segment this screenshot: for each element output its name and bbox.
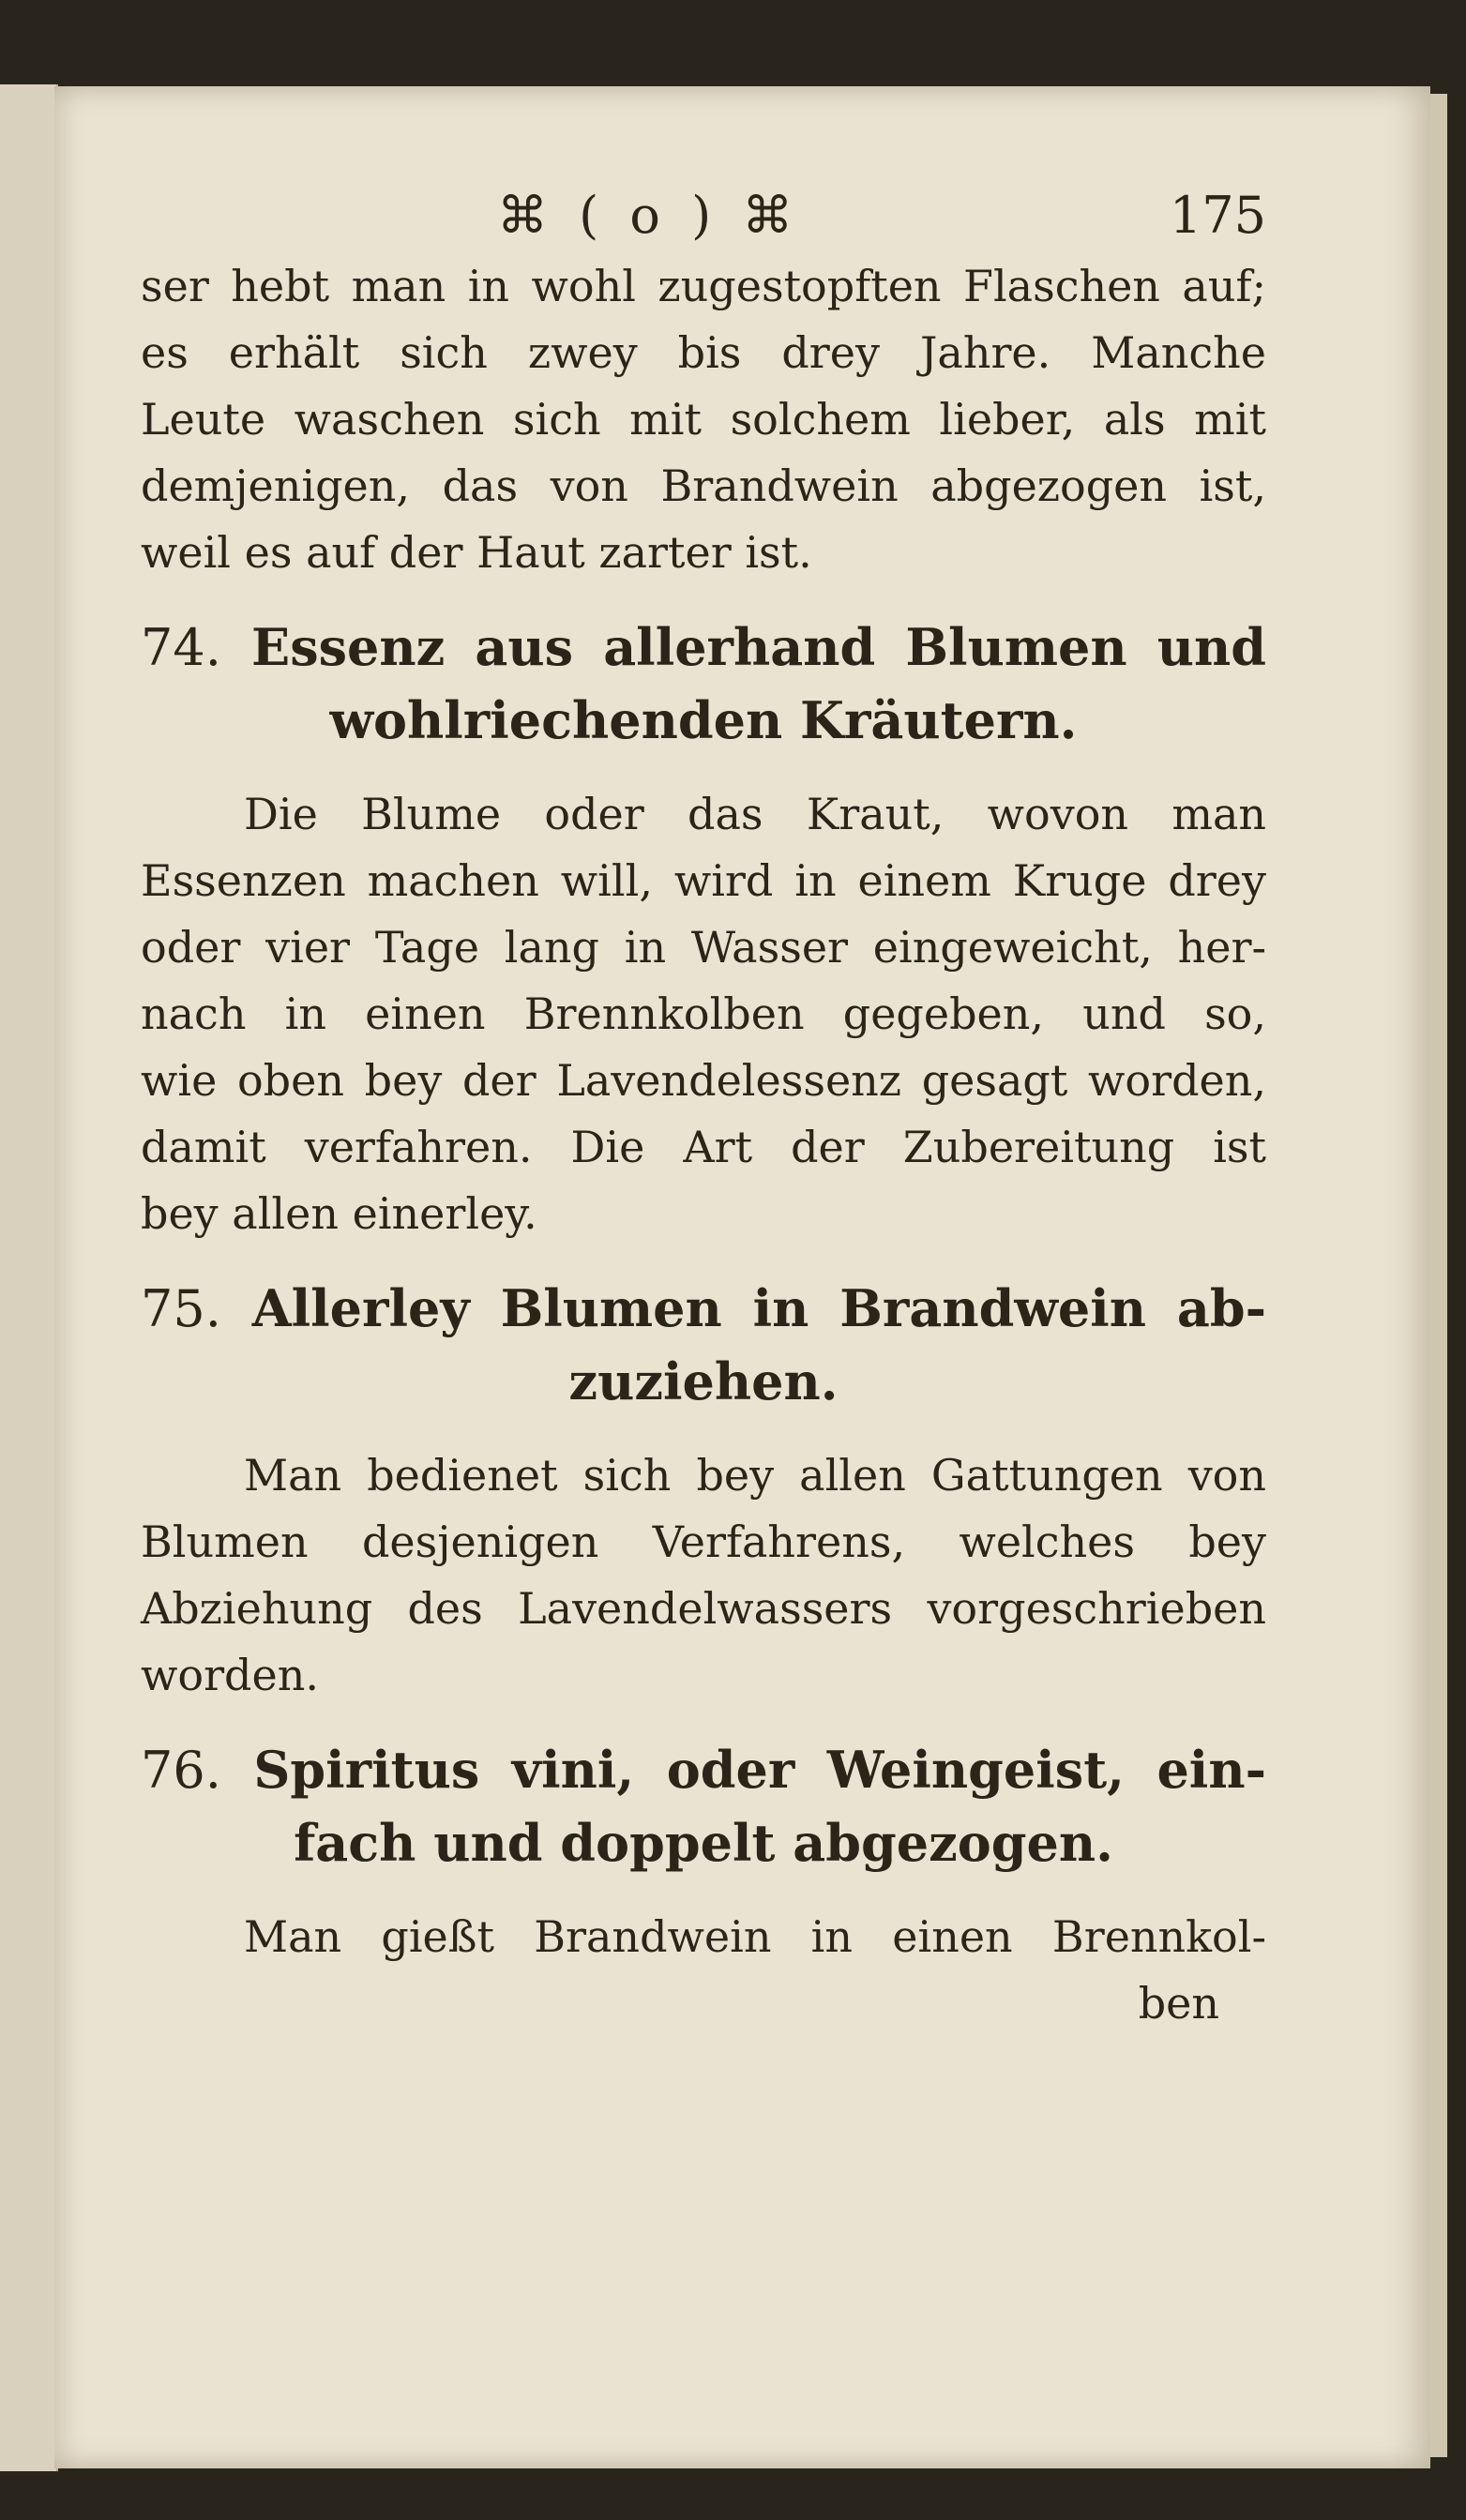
text-line: nach in einen Brennkolben gegeben, und so,: [141, 988, 1266, 1039]
running-header: [141, 178, 1266, 253]
text-line: es erhält sich zwey bis drey Jahre. Manche: [141, 327, 1266, 378]
intro-paragraph: [141, 253, 1266, 586]
heading-text: Allerley Blumen in Brandwein ab-: [251, 1278, 1266, 1338]
text-line: Essenzen machen will, wird in einem Kruge drey: [141, 855, 1266, 906]
section-heading-75: [141, 1272, 1266, 1418]
text-line: weil es auf der Haut zarter ist.: [141, 527, 812, 578]
text-line: Leute waschen sich mit solchem lieber, als mit: [141, 394, 1266, 445]
header-ornament: ⌘ ( o ) ⌘: [497, 186, 801, 245]
section-number: 76.: [141, 1741, 221, 1800]
page-edge-left: [0, 84, 58, 2471]
text-line: oder vier Tage lang in Wasser eingeweicht, her-: [141, 922, 1266, 973]
text-line: ser hebt man in wohl zugestopften Flaschen auf;: [141, 261, 1266, 311]
heading-text: Essenz aus allerhand Blumen und: [251, 617, 1266, 677]
catchword: ben: [1138, 1978, 1219, 2029]
section-body-76: [141, 1904, 1266, 1970]
page-edge-right: [1430, 94, 1447, 2457]
text-line: Blumen desjenigen Verfahrens, welches bey: [141, 1517, 1266, 1567]
text-line: bey allen einerley.: [141, 1188, 537, 1239]
section-body-75: [141, 1442, 1266, 1709]
text-line: wie oben bey der Lavendelessenz gesagt worden,: [141, 1055, 1266, 1106]
heading-line: [141, 1733, 1266, 1806]
heading-line: fach und doppelt abgezogen.: [294, 1813, 1113, 1873]
section-number: 75.: [141, 1279, 221, 1338]
heading-line: [141, 611, 1266, 684]
section-heading-74: [141, 611, 1266, 757]
heading-line: [141, 1272, 1266, 1345]
text-line: Man gießt Brandwein in einen Brennkol-: [244, 1911, 1266, 1962]
text-line: Abziehung des Lavendelwassers vorgeschrieben: [141, 1583, 1266, 1634]
text-line: worden.: [141, 1650, 319, 1700]
text-line: damit verfahren. Die Art der Zubereitung ist: [141, 1122, 1266, 1172]
section-heading-76: [141, 1733, 1266, 1879]
heading-text: Spiritus vini, oder Weingeist, ein-: [253, 1740, 1266, 1800]
text-line: Die Blume oder das Kraut, wovon man: [244, 789, 1266, 839]
section-number: 74.: [141, 618, 221, 677]
heading-line: wohlriechenden Kräutern.: [329, 690, 1078, 750]
text-line: demjenigen, das von Brandwein abgezogen ist,: [141, 460, 1266, 511]
section-body-74: [141, 781, 1266, 1247]
heading-line: zuziehen.: [568, 1351, 839, 1411]
page-number: 175: [1169, 186, 1266, 245]
text-line: Man bedienet sich bey allen Gattungen von: [244, 1450, 1266, 1501]
page-text: [141, 178, 1266, 2037]
